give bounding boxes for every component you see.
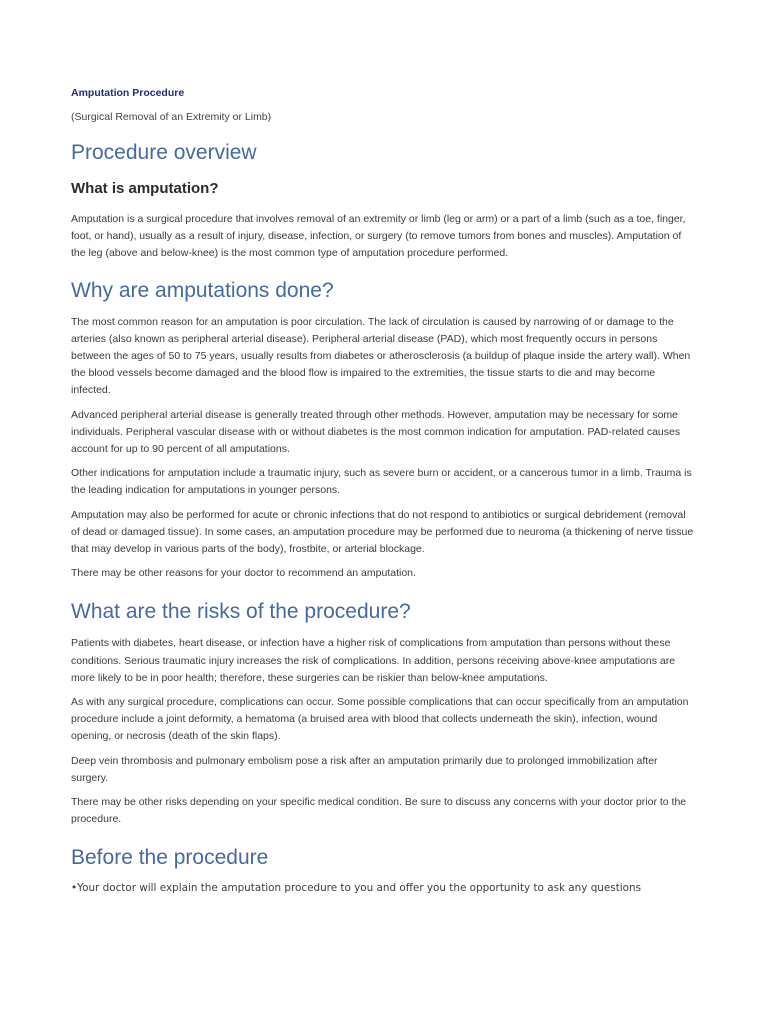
paragraph-why-3: Other indications for amputation include a traumatic injury, such as severe burn or accident, or a cancerous tumor in a limb. Trauma is the leading indication for amputations in younger persons. <box>71 467 692 497</box>
paragraph-overview-1: Amputation is a surgical procedure that involves removal of an extremity or limb (leg or arm) or a part of a limb (such as a toe, finger, foot, or hand), usually as a result of injury, disease, infection, or surgery (to remove tumors from bones and muscles). Amputation of the leg (above and below-knee) is the most common type of amputation procedure performed. <box>71 213 686 260</box>
section-heading-overview: Procedure overview <box>71 141 257 164</box>
bullet-item-explain-procedure: •Your doctor will explain the amputation procedure to you and offer you the opportunity to ask any questions <box>71 882 642 895</box>
paragraph-risks-4: There may be other risks depending on your specific medical condition. Be sure to discuss any concerns with your doctor prior to the procedure. <box>71 796 687 826</box>
paragraph-why-2: Advanced peripheral arterial disease is generally treated through other methods. However, amputation may be necessary for some individuals. Peripheral vascular disease with or without diabetes is the most common indication for amputation. PAD-related causes account for up to 90 percent of all amputations. <box>71 408 681 456</box>
paragraph-risks-3: Deep vein thrombosis and pulmonary embolism pose a risk after an amputation primarily due to prolonged immobilization after surgery. <box>71 754 658 784</box>
paragraph-why-4: Amputation may also be performed for acute or chronic infections that do not respond to antibiotics or surgical debridement (removal of dead or damaged tissue). In some cases, an amputation procedure may be performed due to neuroma (a thickening of nerve tissue that may develop in various parts of the body), frostbite, or arterial blockage. <box>71 508 694 556</box>
section-heading-why: Why are amputations done? <box>71 278 334 302</box>
document-title: Amputation Procedure <box>71 87 185 99</box>
section-heading-risks: What are the risks of the procedure? <box>71 600 411 624</box>
paragraph-why-5: There may be other reasons for your doctor to recommend an amputation. <box>71 567 416 580</box>
section-heading-before: Before the procedure <box>71 846 269 870</box>
paragraph-risks-1: Patients with diabetes, heart disease, or infection have a higher risk of complications from amputation than persons without these conditions. Serious traumatic injury increases the risk of complications. In addition, persons receiving above-knee amputations are more likely to be in poor health; therefore, these surgeries can be riskier than below-knee amputations. <box>71 637 676 684</box>
subheading-what-is-amputation: What is amputation? <box>71 180 219 197</box>
document-subtitle: (Surgical Removal of an Extremity or Limb) <box>71 111 272 123</box>
paragraph-risks-2: As with any surgical procedure, complications can occur. Some possible complications that can occur specifically from an amputation procedure include a joint deformity, a hematoma (a bruised area with blood that collects underneath the skin), infection, wound opening, or necrosis (death of the skin flaps). <box>71 696 689 743</box>
paragraph-why-1: The most common reason for an amputation is poor circulation. The lack of circulation is caused by narrowing of or damage to the arteries (also known as peripheral arterial disease). Peripheral arterial disease (PAD), which most frequently occurs in persons between the ages of 50 to 75 years, usually results from diabetes or atherosclerosis (a buildup of plaque inside the artery wall). When the blood vessels become damaged and the blood flow is impaired to the extremities, the tissue starts to die and may become infected. <box>71 315 691 397</box>
